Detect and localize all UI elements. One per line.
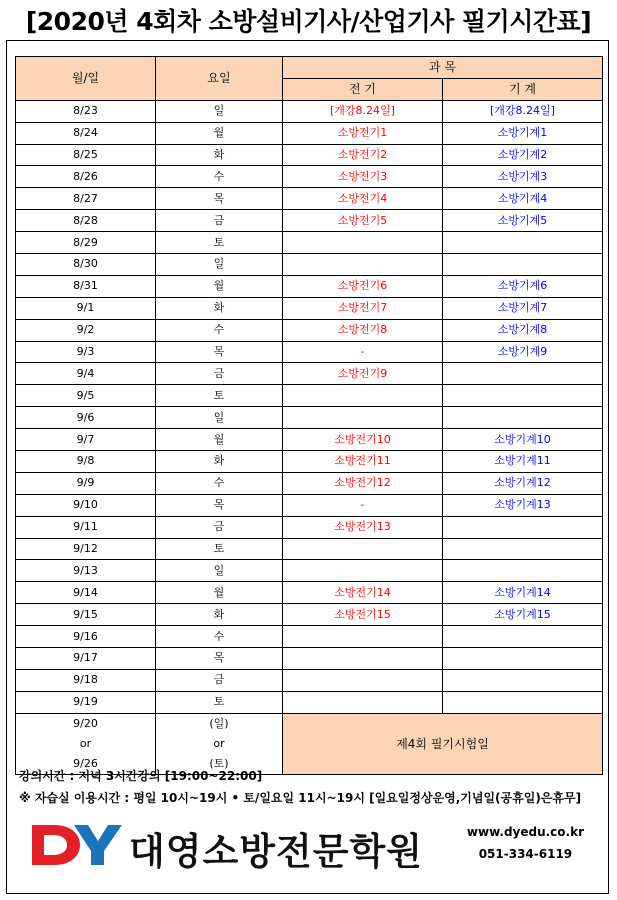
header-subject: 과 목 [283,57,603,79]
day-cell: 월 [156,275,283,297]
electric-subject-cell: [개강8.24일] [283,100,443,122]
header-date: 월/일 [16,57,156,101]
date-cell: 9/1 [16,297,156,319]
day-cell: 일 [156,254,283,276]
day-cell: 금 [156,363,283,385]
day-cell: 수 [156,472,283,494]
day-cell: 월 [156,582,283,604]
mechanical-subject-cell [443,516,603,538]
mechanical-subject-cell [443,669,603,691]
table-row [16,582,603,604]
day-cell: 일 [156,560,283,582]
mechanical-subject-cell: 소방기계5 [443,210,603,232]
mechanical-subject-cell: 소방기계14 [443,582,603,604]
mechanical-subject-cell: 소방기계13 [443,494,603,516]
date-cell: 9/6 [16,407,156,429]
table-row [16,254,603,276]
date-cell: 8/30 [16,254,156,276]
date-cell: 8/29 [16,232,156,254]
day-cell: 수 [156,166,283,188]
electric-subject-cell: 소방전기3 [283,166,443,188]
electric-subject-cell: 소방전기14 [283,582,443,604]
table-row [16,516,603,538]
mechanical-subject-cell: 소방기계4 [443,188,603,210]
mechanical-subject-cell [443,407,603,429]
date-cell: 8/25 [16,144,156,166]
lecture-time-note: 강의시간 : 저녁 3시간강의 [19:00~22:00] [19,769,263,783]
date-cell: 9/14 [16,582,156,604]
electric-subject-cell: 소방전기5 [283,210,443,232]
mechanical-subject-cell [443,254,603,276]
date-cell: 9/2 [16,319,156,341]
phone-number: 051-334-6119 [478,847,573,861]
electric-subject-cell: 소방전기8 [283,319,443,341]
table-row [16,472,603,494]
mechanical-subject-cell: 소방기계6 [443,275,603,297]
electric-subject-cell [283,560,443,582]
day-cell: 월 [156,122,283,144]
date-cell: 9/10 [16,494,156,516]
exam-date-or: or [79,736,92,750]
electric-subject-cell [283,407,443,429]
day-cell: 수 [156,319,283,341]
exam-day-line: (일) [209,716,229,730]
electric-subject-cell: 소방전기2 [283,144,443,166]
day-cell: 토 [156,232,283,254]
date-cell: 9/15 [16,604,156,626]
schedule-table [15,56,603,775]
table-row [16,691,603,713]
day-cell: 수 [156,626,283,648]
contact-info [467,821,584,865]
date-cell: 9/8 [16,451,156,473]
electric-subject-cell: 소방전기10 [283,429,443,451]
mechanical-subject-cell: 소방기계8 [443,319,603,341]
date-cell: 9/18 [16,669,156,691]
mechanical-subject-cell [443,363,603,385]
electric-subject-cell: 소방전기15 [283,604,443,626]
table-row [16,604,603,626]
day-cell: 토 [156,385,283,407]
mechanical-subject-cell: 소방기계9 [443,341,603,363]
date-cell: 8/31 [16,275,156,297]
day-cell: 토 [156,538,283,560]
exam-label: 제4회 필기시험일 [283,713,603,774]
mechanical-subject-cell: 소방기계12 [443,472,603,494]
table-row [16,385,603,407]
day-cell: 화 [156,604,283,626]
table-row [16,319,603,341]
electric-subject-cell: 소방전기9 [283,363,443,385]
mechanical-subject-cell: 소방기계10 [443,429,603,451]
date-cell: 8/26 [16,166,156,188]
table-row [16,560,603,582]
electric-subject-cell [283,691,443,713]
electric-subject-cell: 소방전기7 [283,297,443,319]
table-row [16,341,603,363]
mechanical-subject-cell: 소방기계2 [443,144,603,166]
academy-name: 대영소방전문학원 [129,830,423,873]
date-cell: 9/9 [16,472,156,494]
exam-date-line: 9/26 [73,756,98,770]
academy-brand [28,815,588,877]
website-link[interactable]: www.dyedu.co.kr [466,825,584,839]
table-row [16,363,603,385]
mechanical-subject-cell [443,538,603,560]
date-cell: 9/3 [16,341,156,363]
electric-subject-cell: 소방전기1 [283,122,443,144]
date-cell: 8/23 [16,100,156,122]
day-cell: 화 [156,297,283,319]
date-cell: 9/4 [16,363,156,385]
study-room-note: ※ 자습실 이용시간 : 평일 10시~19시 • 토/일요일 11시~19시 [일요일정상운영,기념일(공휴일)은휴무] [19,791,582,805]
electric-subject-cell [283,648,443,670]
table-row [16,297,603,319]
exam-day-or: or [213,736,225,750]
date-cell: 9/12 [16,538,156,560]
electric-subject-cell: 소방전기6 [283,275,443,297]
table-row [16,626,603,648]
day-cell: 일 [156,407,283,429]
day-cell: 월 [156,429,283,451]
day-cell: 금 [156,669,283,691]
day-cell: 목 [156,341,283,363]
date-cell: 8/27 [16,188,156,210]
date-cell: 9/7 [16,429,156,451]
date-cell: 9/16 [16,626,156,648]
day-cell: 목 [156,648,283,670]
electric-subject-cell [283,385,443,407]
date-cell: 9/17 [16,648,156,670]
table-row [16,429,603,451]
table-row [16,188,603,210]
electric-subject-cell: - [283,341,443,363]
day-cell: 일 [156,100,283,122]
table-row [16,232,603,254]
mechanical-subject-cell: 소방기계7 [443,297,603,319]
electric-subject-cell [283,232,443,254]
mechanical-subject-cell [443,385,603,407]
header-day: 요일 [156,57,283,101]
day-cell: 화 [156,451,283,473]
table-row [16,494,603,516]
electric-subject-cell [283,538,443,560]
day-cell: 목 [156,188,283,210]
date-cell: 9/13 [16,560,156,582]
table-row [16,144,603,166]
day-cell: 토 [156,691,283,713]
table-row [16,538,603,560]
table-row [16,451,603,473]
day-cell: 목 [156,494,283,516]
electric-subject-cell: - [283,494,443,516]
mechanical-subject-cell: 소방기계15 [443,604,603,626]
date-cell: 8/24 [16,122,156,144]
mechanical-subject-cell [443,626,603,648]
table-row [16,122,603,144]
table-row [16,100,603,122]
electric-subject-cell: 소방전기4 [283,188,443,210]
header-mechanical: 기 계 [443,78,603,100]
exam-date-line: 9/20 [73,716,98,730]
table-row [16,407,603,429]
mechanical-subject-cell [443,232,603,254]
dy-logo-icon [28,821,124,869]
electric-subject-cell: 소방전기11 [283,451,443,473]
mechanical-subject-cell [443,648,603,670]
mechanical-subject-cell: 소방기계11 [443,451,603,473]
table-row [16,275,603,297]
mechanical-subject-cell [443,560,603,582]
date-cell: 9/5 [16,385,156,407]
electric-subject-cell [283,626,443,648]
table-row [16,669,603,691]
table-row [16,648,603,670]
electric-subject-cell: 소방전기12 [283,472,443,494]
electric-subject-cell: 소방전기13 [283,516,443,538]
table-row [16,166,603,188]
mechanical-subject-cell: 소방기계1 [443,122,603,144]
date-cell: 9/11 [16,516,156,538]
day-cell: 금 [156,516,283,538]
date-cell: 8/28 [16,210,156,232]
table-row [16,210,603,232]
mechanical-subject-cell [443,691,603,713]
exam-day-line: (토) [209,756,229,770]
mechanical-subject-cell: [개강8.24일] [443,100,603,122]
mechanical-subject-cell: 소방기계3 [443,166,603,188]
header-electric: 전 기 [283,78,443,100]
electric-subject-cell [283,669,443,691]
page-title: [2020년 4회차 소방설비기사/산업기사 필기시간표] [25,7,592,36]
day-cell: 화 [156,144,283,166]
notes [19,765,581,809]
schedule-rows [16,100,603,713]
day-cell: 금 [156,210,283,232]
date-cell: 9/19 [16,691,156,713]
electric-subject-cell [283,254,443,276]
